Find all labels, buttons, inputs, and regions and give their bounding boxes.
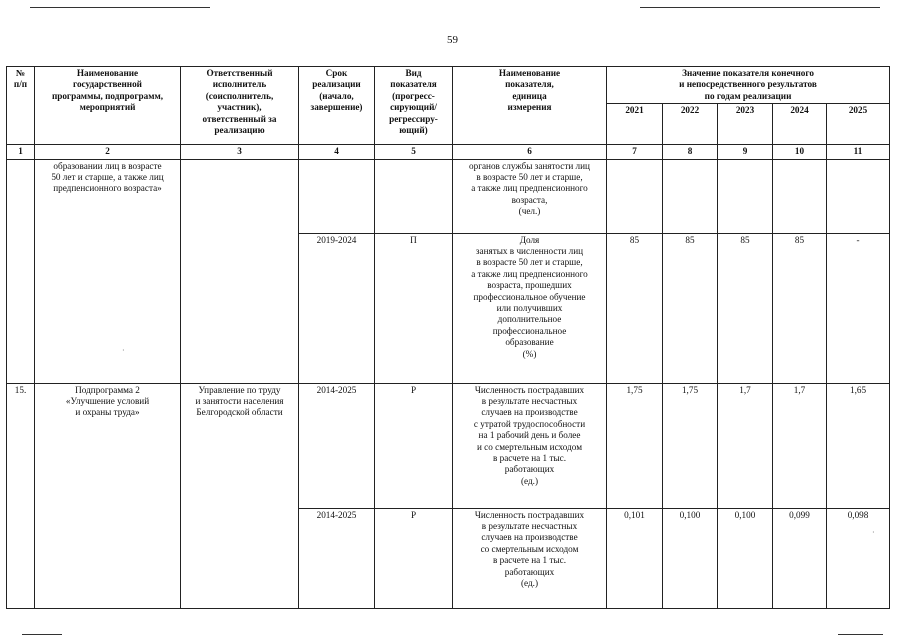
indicator-table	[6, 66, 890, 609]
value-2021: 1,75	[607, 383, 663, 508]
bottom-rule-right	[838, 634, 883, 635]
value-2022: 0,100	[663, 508, 718, 608]
value-2022: 1,75	[663, 383, 718, 508]
header-values-title: Значение показателя конечного и непосредственного результатов по годам реализации	[607, 67, 890, 104]
value-2022	[663, 159, 718, 233]
year-2022: 2022	[663, 104, 718, 145]
indicator-type	[375, 159, 453, 233]
page-number: 59	[447, 34, 458, 46]
header-period: Срок реализации (начало, завершение)	[299, 67, 375, 145]
year-2023: 2023	[718, 104, 773, 145]
value-2024: 85	[773, 233, 827, 383]
indicator-type: Р	[375, 508, 453, 608]
year-2021: 2021	[607, 104, 663, 145]
value-2025: 1,65	[827, 383, 890, 508]
value-2021	[607, 159, 663, 233]
value-2025	[827, 159, 890, 233]
column-number: 2	[35, 145, 181, 159]
value-2025: 0,098	[827, 508, 890, 608]
value-2023: 1,7	[718, 383, 773, 508]
column-number: 7	[607, 145, 663, 159]
value-2024	[773, 159, 827, 233]
column-number: 1	[7, 145, 35, 159]
executor: Управление по труду и занятости населения Белгородской области	[181, 383, 299, 608]
year-2024: 2024	[773, 104, 827, 145]
column-number: 11	[827, 145, 890, 159]
value-2023	[718, 159, 773, 233]
bottom-rule-left	[22, 634, 62, 635]
program-name: образовании лиц в возрасте 50 лет и старше, а также лиц предпенсионного возраста»	[35, 159, 181, 383]
value-2024: 0,099	[773, 508, 827, 608]
table-row	[7, 383, 890, 508]
executor	[181, 159, 299, 383]
period	[299, 159, 375, 233]
indicator-name: Доля занятых в численности лиц в возрасте 50 лет и старше, а также лиц предпенсионного возраста, прошедших профессиональное обучение или получивших дополнительное профессиональное образование (%)	[453, 233, 607, 383]
value-2021: 85	[607, 233, 663, 383]
column-number: 10	[773, 145, 827, 159]
header-indicator-name: Наименование показателя, единица измерения	[453, 67, 607, 145]
value-2025: -	[827, 233, 890, 383]
value-2024: 1,7	[773, 383, 827, 508]
indicator-name: Численность пострадавших в результате несчастных случаев на производстве с утратой трудоспособности на 1 рабочий день и более и со смертельным исходом в расчете на 1 тыс. работающих (ед.)	[453, 383, 607, 508]
speck-mark: ·	[872, 528, 875, 537]
column-number: 3	[181, 145, 299, 159]
column-number: 6	[453, 145, 607, 159]
column-number-row	[7, 145, 890, 159]
header-num: № п/п	[7, 67, 35, 145]
header-indicator-type: Вид показателя (прогресс- сирующий/ регрессиру- ющий)	[375, 67, 453, 145]
top-rule-left	[30, 7, 210, 8]
indicator-type: Р	[375, 383, 453, 508]
header-program-name: Наименование государственной программы, подпрограмм, мероприятий	[35, 67, 181, 145]
period: 2019-2024	[299, 233, 375, 383]
indicator-name: Численность пострадавших в результате несчастных случаев на производстве со смертельным исходом в расчете на 1 тыс. работающих (ед.)	[453, 508, 607, 608]
column-number: 5	[375, 145, 453, 159]
indicator-type: П	[375, 233, 453, 383]
header-executor: Ответственный исполнитель (соисполнитель, участник), ответственный за реализацию	[181, 67, 299, 145]
value-2023: 85	[718, 233, 773, 383]
period: 2014-2025	[299, 383, 375, 508]
period: 2014-2025	[299, 508, 375, 608]
column-number: 4	[299, 145, 375, 159]
program-name: Подпрограмма 2 «Улучшение условий и охраны труда»	[35, 383, 181, 608]
column-number: 8	[663, 145, 718, 159]
speck-mark: ·	[122, 346, 125, 355]
row-num	[7, 159, 35, 383]
year-2025: 2025	[827, 104, 890, 145]
row-num: 15.	[7, 383, 35, 608]
column-number: 9	[718, 145, 773, 159]
header-row	[7, 67, 890, 104]
top-rule-right	[640, 7, 880, 8]
indicator-name: органов службы занятости лиц в возрасте 50 лет и старше, а также лиц предпенсионного возраста, (чел.)	[453, 159, 607, 233]
value-2022: 85	[663, 233, 718, 383]
table-row	[7, 159, 890, 233]
value-2023: 0,100	[718, 508, 773, 608]
value-2021: 0,101	[607, 508, 663, 608]
